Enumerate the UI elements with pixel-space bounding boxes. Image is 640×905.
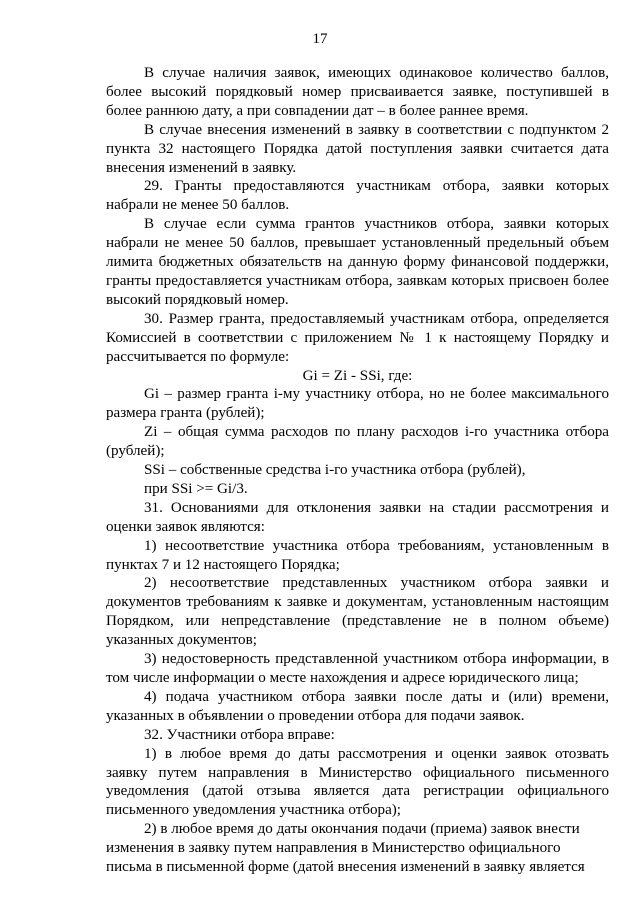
clause-32-item-1: 1) в любое время до даты рассмотрения и оценки заявок отозвать заявку путем направления в Министерство официального письменного уведомления (датой отзыва является дата регистрации официального письменного уведомления участника отбора); xyxy=(106,745,609,819)
formula-definition-ssi: SSi – собственные средства i-го участника отбора (рублей), xyxy=(144,462,526,479)
clause-32-item-2: 2) в любое время до даты окончания подачи (приема) заявок внести изменения в заявку путем направления в Министерство официального письма в письменной форме (датой внесения изменений в заявку является xyxy=(106,821,585,876)
paragraph-equal-scores: В случае наличия заявок, имеющих одинаковое количество баллов, более высокий порядковый номер присваивается заявке, поступившей в более раннюю дату, а при совпадении дат – в более раннее время. xyxy=(106,65,609,119)
clause-31-item-4: 4) подача участником отбора заявки после даты и (или) времени, указанных в объявлении о проведении отбора для подачи заявок. xyxy=(106,688,609,724)
clause-31: 31. Основаниями для отклонения заявки на стадии рассмотрения и оценки заявок являются: xyxy=(106,499,609,535)
formula-definition-zi: Zi – общая сумма расходов по плану расходов i-го участника отбора (рублей); xyxy=(106,424,609,460)
grant-formula: Gi = Zi - SSi, где: xyxy=(302,367,413,384)
clause-31-item-3: 3) недостоверность представленной участником отбора информации, в том числе информации о месте нахождения и адресе юридического лица; xyxy=(106,651,609,686)
document-body xyxy=(106,64,609,877)
page-number: 17 xyxy=(312,31,328,47)
clause-30: 30. Размер гранта, предоставляемый участникам отбора, определяется Комиссией в соответствии с приложением № 1 к настоящему Порядку и рассчитывается по формуле: xyxy=(106,310,609,365)
formula-definition-gi: Gi – размер гранта i-му участнику отбора, но не более максимального размера гранта (рублей); xyxy=(106,386,609,422)
clause-31-item-2: 2) несоответствие представленных участником отбора заявки и документов требованиям к заявке и документам, установленным настоящим Порядком, или непредставление (представление не в полном объеме) указанных документов; xyxy=(106,575,609,649)
clause-29: 29. Гранты предоставляются участникам отбора, заявки которых набрали не менее 50 баллов. xyxy=(106,178,609,214)
paragraph-application-changes: В случае внесения изменений в заявку в соответствии с подпунктом 2 пункта 32 настоящего Порядка датой поступления заявки считается дата внесения изменений в заявку. xyxy=(106,121,609,176)
clause-31-item-1: 1) несоответствие участника отбора требованиям, установленным в пунктах 7 и 12 настоящего Порядка; xyxy=(106,537,609,573)
clause-32: 32. Участники отбора вправе: xyxy=(144,726,335,743)
paragraph-grant-limit: В случае если сумма грантов участников отбора, заявки которых набрали не менее 50 баллов, превышает установленный предельный объем лимита бюджетных обязательств на данную форму финансовой поддержки, гранты предоставляется участникам отбора, заявкам которых присвоен более высокий порядковый номер. xyxy=(106,216,609,308)
formula-condition: при SSi >= Gi/3. xyxy=(144,480,248,497)
